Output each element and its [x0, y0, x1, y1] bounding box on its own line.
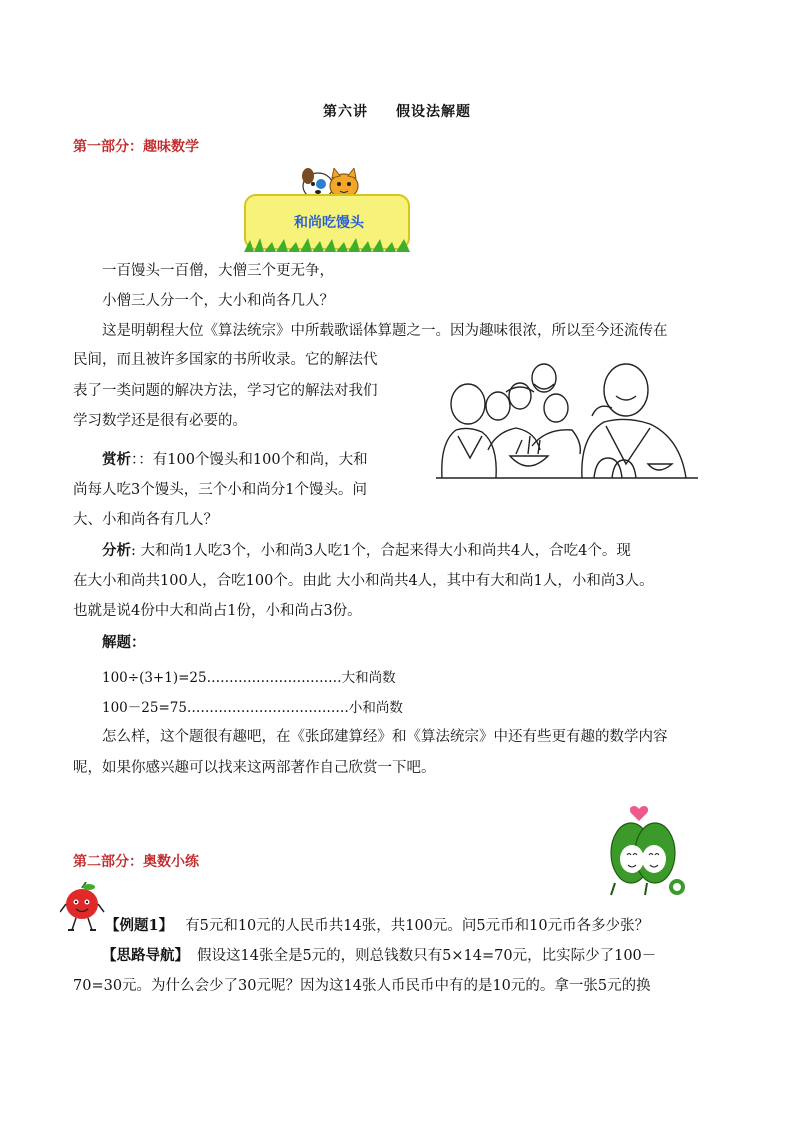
monks-eating-illustration [436, 346, 698, 484]
apple-icon [60, 882, 106, 932]
section-heading-part2: 第二部分：奥数小练 [73, 854, 199, 870]
title-lecture: 第六讲 [323, 104, 368, 120]
appreciation-label: 赏析 [102, 451, 131, 468]
appreciation-line-2: 尚每人吃3个馒头，三个小和尚分1个馒头。问 [73, 482, 367, 498]
guide-line-1 [102, 942, 732, 970]
sign-text: 和尚吃馒头 [294, 215, 364, 231]
solution-label: 解题： [102, 634, 146, 651]
example-label: 【例题1】 [105, 917, 174, 934]
example-1 [105, 912, 745, 940]
grass-icon [244, 236, 414, 252]
formula-2: 100－25=75………………………………小和尚数 [102, 700, 403, 716]
title-topic: 假设法解题 [396, 104, 471, 120]
appreciation-line-1 [102, 446, 412, 474]
poem-line-1: 一百馒头一百僧，大僧三个更无争， [102, 263, 334, 279]
analysis-text: : 大和尚1人吃3个，小和尚3人吃1个，合起来得大小和尚共4人，合吃4个。现 [131, 543, 631, 559]
para1-line-1: 这是明朝程大位《算法统宗》中所载歌谣体算题之一。因为趣味很浓，所以至今还流传在 [102, 323, 668, 339]
watermelon-mascot-icon [605, 805, 695, 897]
guide-line-2: 70=30元。为什么会少了30元呢？因为这14张人币民币中有的是10元的。拿一张5元的换 [73, 978, 651, 994]
analysis-label: 分析 [102, 542, 131, 559]
appreciation-line-3: 大、小和尚各有几人？ [73, 512, 218, 528]
section-heading-part1: 第一部分：趣味数学 [73, 139, 199, 155]
poem-line-2: 小僧三人分一个，大小和尚各几人？ [102, 293, 334, 309]
appreciation-text: ：：有100个馒头和100个和尚，大和 [131, 452, 368, 468]
analysis-line-1 [102, 537, 732, 565]
example-text: 有5元和10元的人民币共14张，共100元。问5元币和10元币各多少张？ [185, 918, 650, 934]
guide-text: 假设这14张全是5元的，则总钱数只有5×14=70元，比实际少了100－ [197, 948, 657, 964]
closing-line-2: 呢，如果你感兴趣可以找来这两部著作自己欣赏一下吧。 [73, 760, 436, 776]
para1-line-2: 民间，而且被许多国家的书所收录。它的解法代 [73, 352, 378, 368]
analysis-line-3: 也就是说4份中大和尚占1份，小和尚占3份。 [73, 603, 362, 619]
formula-1: 100÷(3+1)=25…………………………大和尚数 [102, 670, 396, 686]
para1-line-4: 学习数学还是很有必要的。 [73, 413, 247, 429]
guide-label: 【思路导航】 [102, 947, 189, 964]
para1-line-3: 表了一类问题的解决方法，学习它的解法对我们 [73, 383, 378, 399]
page-title [0, 101, 794, 121]
analysis-line-2: 在大小和尚共100人，合吃100个。由此 大小和尚共4人，其中有大和尚1人，小和尚3人。 [73, 573, 654, 589]
closing-line-1: 怎么样，这个题很有趣吧，在《张邱建算经》和《算法统宗》中还有些更有趣的数学内容 [102, 729, 668, 745]
